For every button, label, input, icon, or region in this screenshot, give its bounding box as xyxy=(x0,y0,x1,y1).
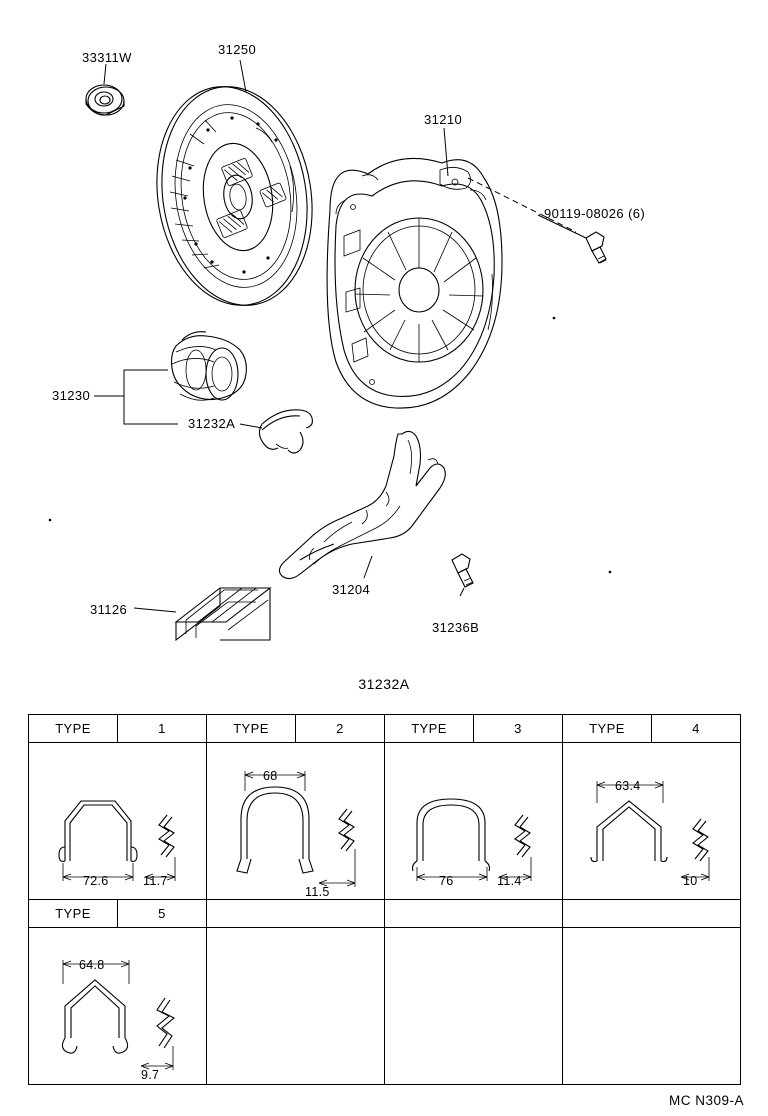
part-31250-art xyxy=(142,76,328,316)
type-1-art xyxy=(29,743,207,899)
type-header-1: TYPE xyxy=(29,715,118,743)
type-2-dim-width: 68 xyxy=(263,769,278,783)
part-33311w-art xyxy=(86,85,124,115)
type-5-dim-width: 64.8 xyxy=(79,958,105,972)
type-table xyxy=(28,714,740,1085)
table-row xyxy=(29,743,741,900)
type-header-4: TYPE xyxy=(563,715,652,743)
part-label-31250: 31250 xyxy=(218,42,257,57)
type-number-5: 5 xyxy=(118,900,207,928)
type-1-dim-gap: 11.7 xyxy=(143,874,168,888)
type-cell-5 xyxy=(29,928,207,1085)
type-number-4: 4 xyxy=(652,715,741,743)
type-header-5: TYPE xyxy=(29,900,118,928)
type-5-dim-gap: 9.7 xyxy=(141,1068,160,1082)
type-3-art xyxy=(385,743,563,899)
type-2-dim-gap: 11.5 xyxy=(305,885,330,899)
type-cell-4 xyxy=(563,743,741,900)
part-31236b-art xyxy=(452,554,473,587)
part-label-31210: 31210 xyxy=(424,112,463,127)
type-number-2: 2 xyxy=(296,715,385,743)
type-cell-empty-3 xyxy=(385,928,563,1085)
type-4-art xyxy=(563,743,741,899)
type-2-art xyxy=(207,743,385,899)
type-header-empty-4 xyxy=(563,900,741,928)
type-4-dim-width: 63.4 xyxy=(615,779,641,793)
type-header-3: TYPE xyxy=(385,715,474,743)
table-row xyxy=(29,900,741,928)
type-cell-3 xyxy=(385,743,563,900)
part-label-31230: 31230 xyxy=(52,388,91,403)
type-cell-empty-4 xyxy=(563,928,741,1085)
part-label-31126: 31126 xyxy=(90,602,128,617)
type-number-3: 3 xyxy=(474,715,563,743)
diagram-code: MC N309-A xyxy=(668,1093,744,1108)
part-31204-art xyxy=(279,431,445,578)
part-label-31204: 31204 xyxy=(332,582,371,597)
part-31210-art xyxy=(327,158,502,408)
type-header-2: TYPE xyxy=(207,715,296,743)
part-31232a-art xyxy=(259,410,312,453)
type-4-dim-gap: 10 xyxy=(683,874,698,888)
part-label-90119-08026: 90119-08026 (6) xyxy=(544,206,646,221)
table-row xyxy=(29,928,741,1085)
part-31230-art xyxy=(172,332,247,401)
type-3-dim-width: 76 xyxy=(439,874,454,888)
type-cell-empty-2 xyxy=(207,928,385,1085)
type-header-empty-2 xyxy=(207,900,385,928)
type-table-title: 31232A xyxy=(358,676,410,692)
part-label-33311w: 33311W xyxy=(82,50,132,65)
type-header-empty-3 xyxy=(385,900,563,928)
part-label-31232a: 31232A xyxy=(188,416,236,431)
type-number-1: 1 xyxy=(118,715,207,743)
type-5-art xyxy=(29,928,207,1084)
part-label-31236b: 31236B xyxy=(432,620,480,635)
type-1-dim-width: 72.6 xyxy=(83,874,109,888)
type-cell-1 xyxy=(29,743,207,900)
type-3-dim-gap: 11.4 xyxy=(497,874,522,888)
type-cell-2 xyxy=(207,743,385,900)
part-31126-art xyxy=(176,588,270,640)
table-row xyxy=(29,715,741,743)
